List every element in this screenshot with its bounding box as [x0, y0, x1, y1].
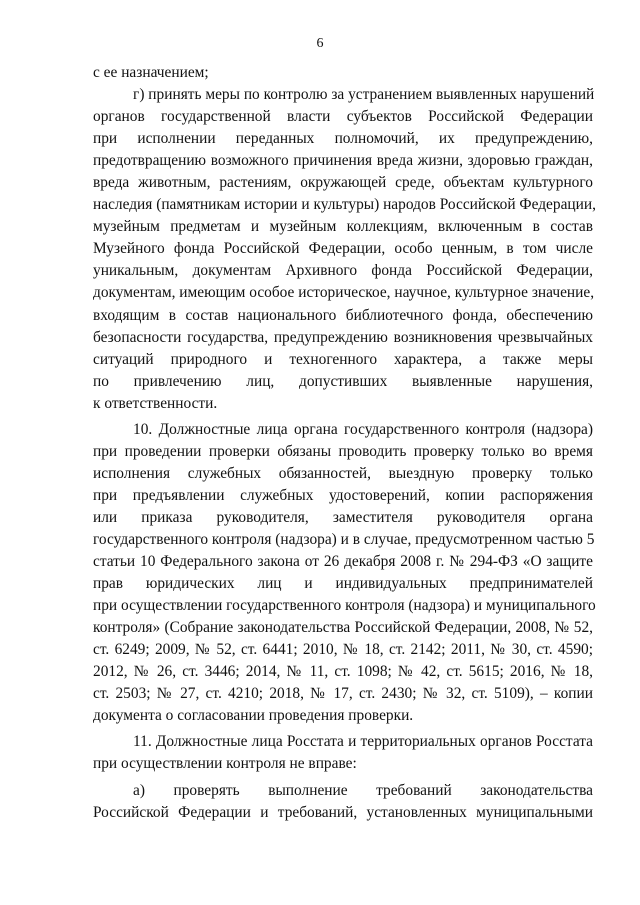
text-line: 2012, № 26, ст. 3446; 2014, № 11, ст. 1098; № 42, ст. 5615; 2016, № 18, [93, 663, 593, 681]
text-line: Музейного фонда Российской Федерации, особо ценным, в том числе [93, 240, 593, 258]
text-line: при осуществлении контроля не вправе: [93, 755, 357, 773]
text-line: документам, имеющим особое историческое, научное, культурное значение, [93, 284, 595, 302]
text-line: предотвращению возможного причинения вреда жизни, здоровью граждан, [93, 152, 593, 170]
text-line: а) проверять выполнение требований законодательства [133, 781, 593, 799]
text-line: музейным предметам и музейным коллекциям, включенным в состав [93, 218, 593, 236]
document-body [93, 62, 596, 824]
text-line: 11. Должностные лица Росстата и территориальных органов Росстата [133, 733, 593, 751]
text-line: при проведении проверки обязаны проводить проверку только во время [93, 442, 593, 460]
text-line: к ответственности. [93, 394, 218, 412]
text-line: наследия (памятникам истории и культуры) народов Российской Федерации, [93, 196, 596, 214]
text-line: прав юридических лиц и индивидуальных предпринимателей [93, 575, 593, 593]
text-line: ст. 2503; № 27, ст. 4210; 2018, № 17, ст. 2430; № 32, ст. 5109), – копии [93, 685, 593, 703]
text-line: или приказа руководителя, заместителя руководителя органа [93, 508, 593, 526]
text-line: при исполнении переданных полномочий, их предупреждению, [93, 130, 593, 148]
text-line: документа о согласовании проведения проверки. [93, 707, 414, 725]
text-line: ст. 6249; 2009, № 52, ст. 6441; 2010, № 18, ст. 2142; 2011, № 30, ст. 4590; [93, 641, 593, 659]
text-line: Российской Федерации и требований, установленных муниципальными [93, 803, 593, 821]
text-line: безопасности государства, предупреждению возникновения чрезвычайных [93, 328, 593, 346]
text-line: вреда животным, растениям, окружающей среде, объектам культурного [93, 174, 593, 192]
text-line: статьи 10 Федерального закона от 26 декабря 2008 г. № 294-ФЗ «О защите [93, 553, 593, 571]
text-line: при осуществлении государственного контроля (надзора) и муниципального [93, 597, 596, 615]
text-line: контроля» (Собрание законодательства Российской Федерации, 2008, № 52, [93, 619, 593, 637]
text-line: с ее назначением; [93, 64, 209, 81]
text-line: органов государственной власти субъектов Российской Федерации [93, 108, 593, 126]
text-line: 10. Должностные лица органа государственного контроля (надзора) [133, 420, 593, 438]
text-line: при предъявлении служебных удостоверений, копии распоряжения [93, 486, 593, 504]
text-line: уникальным, документам Архивного фонда Российской Федерации, [93, 262, 593, 280]
text-line: ситуаций природного и техногенного характера, а также меры [93, 350, 593, 368]
text-line: государственного контроля (надзора) и в случае, предусмотренном частью 5 [93, 530, 595, 548]
text-line: по привлечению лиц, допустивших выявленные нарушения, [93, 372, 593, 390]
text-line: входящим в состав национального библиотечного фонда, обеспечению [93, 306, 593, 324]
text-line: г) принять меры по контролю за устранением выявленных нарушений [133, 86, 595, 104]
page-number: 6 [316, 36, 324, 51]
text-line: исполнения служебных обязанностей, выездную проверку только [93, 464, 593, 482]
